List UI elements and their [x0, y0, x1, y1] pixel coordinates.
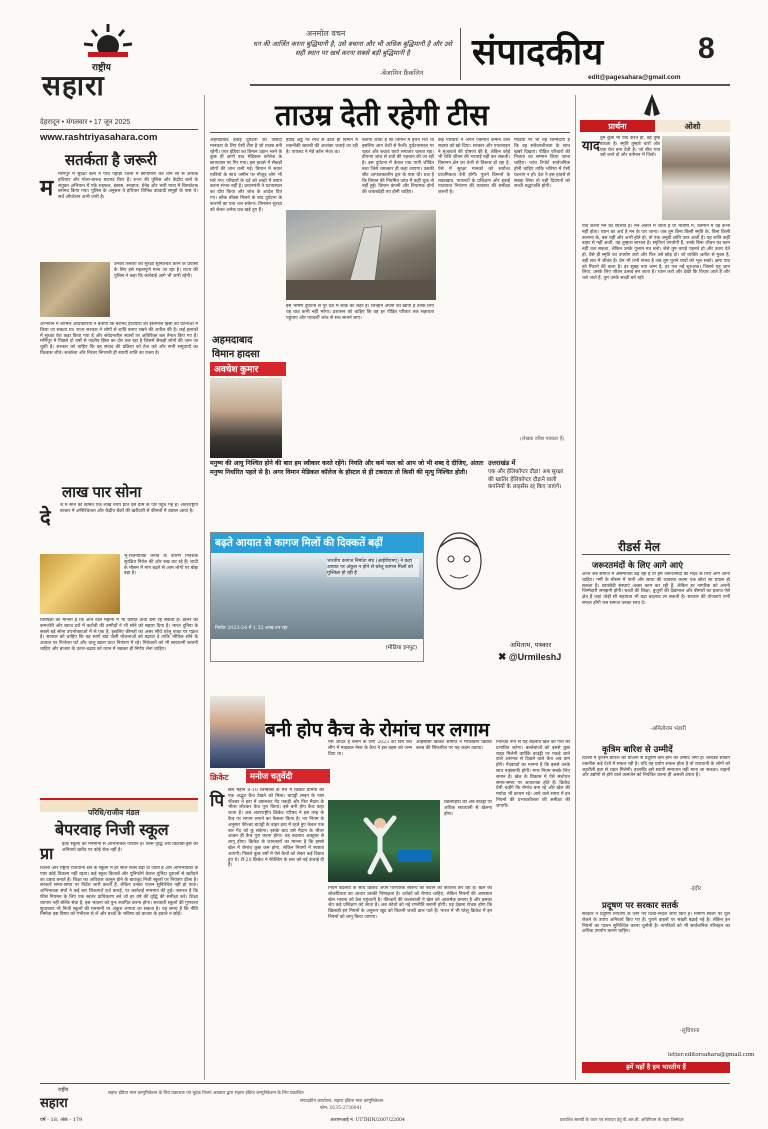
osho-photo	[662, 136, 730, 220]
column-divider	[204, 95, 205, 1080]
place-sublabel: विमान हादसा	[212, 349, 260, 360]
divider	[40, 129, 198, 130]
quote-label: अनमोल वचन	[306, 29, 346, 38]
article-body: अभियान में शामिल अधिकारियों ने बताया कि बरामद हथियारों का इस्तेमाल हिंसा की घटनाओं में किया जा सकता था। राज्य सरकार ने लोगों से शांति बनाए रखने की अपील की है। कई इलाकों में सुरक्षा घेरा कड़ा किया गया है और संवेदनशील स्थानों पर अतिरिक्त बल तैनात किए गए हैं। मणिपुर में पिछले दो वर्षों से जातीय हिंसा का दौर चल रहा है जिसमें सैकड़ों लोगों की जान जा चुकी है। सरकार को चाहिए कि वह संवाद की प्रक्रिया को तेज करे और सभी समुदायों का विश्वास जीते। सतर्कता और निरंतर निगरानी ही स्थायी शांति का रास्ता है।	[40, 322, 198, 356]
cricket-author-photo	[210, 696, 265, 768]
article-body: दिल्ली और राष्ट्रीय राजधानी क्षेत्र के स्कूलों में हर साल फीस बढ़ा दी जाती है और अभिभावकों के पास कोई विकल्प नहीं रहता। कई स्कूल किताबें और यूनिफॉर्म केवल चुनिंदा दुकानों से खरीदने का दबाव बनाते हैं। शिक्षा का अधिकार कानून होने के बावजूद निजी स्कूलों पर नियंत्रण ढीला है। सरकारें समय-समय पर निर्देश जारी करती हैं, लेकिन उनका पालन सुनिश्चित नहीं हो पाता। अभिभावक संघों ने कई बार शिकायतें दर्ज कराईं, पर कार्रवाई नाममात्र की हुई। जरूरत है कि फीस नियमन के लिए एक स्वतंत्र प्राधिकरण बने जो हर वर्ष की वृद्धि की समीक्षा करे। शिक्षा व्यापार नहीं बल्कि सेवा है, इस भावना को पुनः स्थापित करना होगा। सरकारी स्कूलों की गुणवत्ता सुधारकर भी निजी स्कूलों की मनमानी पर अंकुश लगाया जा सकता है। यह समय है कि नीति निर्माता इस विषय को गंभीरता से लें और बच्चों के भविष्य को बाजार के हवाले न छोड़ें।	[40, 866, 198, 918]
footer-line: संपादकीय कार्यालय: सहारा इंडिया मास कम्युनिकेशन	[300, 1099, 384, 1104]
cricket-section: क्रिकेट	[210, 772, 229, 782]
quote-author: -बेंजामिन फ्रैंकलिन	[380, 69, 424, 77]
masthead-underline	[250, 84, 730, 86]
brand-small: राष्ट्रीय	[92, 63, 111, 73]
osho-body-top: तुम कुछ भी याद करते हो, वह तुम्हें बांधता है। स्मृति तुम्हारे चारों ओर एक घेरा बना देती है। जो बीत गया उसे जाने दो और वर्तमान में जियो।	[600, 136, 660, 159]
letter-title: कृत्रिम बारिश से उम्मीदें	[602, 745, 673, 755]
prarthana-band	[580, 120, 730, 132]
main-story-lower: इस भीषण दुर्घटना से पूरे देश में शोक की लहर है। जिन्होंने अपनों को खोया है उनके लिए यह घाव कभी नहीं भरेगा। प्रशासन को चाहिए कि वह हर पीड़ित परिवार तक सहायता पहुंचाए और पारदर्शी जांच से सच सामने लाए।	[286, 304, 434, 321]
letter-title: जरूरतमंदों के लिए आगे आएं	[592, 561, 683, 571]
footer-brand: सहारा	[40, 1095, 68, 1110]
sun-emblem-icon	[78, 22, 138, 62]
yaad-title: याद	[582, 139, 600, 154]
fielder-catching-icon	[328, 800, 440, 882]
praying-hands-icon	[636, 92, 668, 118]
page-number: 8	[698, 32, 715, 65]
paper-credit: (मीडिया इनपुट)	[385, 645, 417, 651]
paper-mill-photo	[211, 553, 423, 639]
letter-body: दिल्ली में कृत्रिम बारिश की योजना से प्रदूषण कम होने की उम्मीद जगी है। क्लाउड सीडिंग तकनीक कई देशों में सफल रही है। यदि यह प्रयोग सफल होता है तो राजधानी के लोगों को जहरीली हवा से राहत मिलेगी। हालांकि इसे स्थायी समाधान नहीं माना जा सकता। वाहनों और उद्योगों से होने वाले उत्सर्जन को नियंत्रित करना ही असली उपाय है।	[582, 756, 730, 779]
osho-body: याद करना मन का स्वभाव है। मन अतीत में जीता है या भविष्य में, वर्तमान में वह कभी नहीं होता। ध्यान का अर्थ है मन के पार जाना। जब तुम बिना किसी स्मृति के, बिना किसी कल्पना के, बस यहीं और अभी होते हो, तो एक अनूठी शांति उतर आती है। यह शांति कहीं बाहर से नहीं आती, यह तुम्हारा स्वभाव है। स्मृतियां उपयोगी हैं, उनके बिना जीवन का काम नहीं चल सकता, लेकिन उनके गुलाम मत बनो। जैसे तुम कपड़े पहनते हो और उतार देते हो, वैसे ही स्मृति का उपयोग करो और फिर उसे छोड़ दो। जो व्यक्ति अतीत से मुक्त है, वही सच में जीवंत है। प्रेम भी तभी संभव है जब तुम पुराने घावों को भूल सको। क्षमा याद को मिटाने की कला है। हर सुबह नया जन्म है, हर पल नई शुरुआत। जिसने यह जान लिया, उसके लिए जीवन उत्सव बन जाता है। ध्यान करो और देखो कि विचार आते हैं और चले जाते हैं, तुम उनके साक्षी बने रहो।	[582, 224, 730, 282]
footer-rni: आरएनआई नं. UTTHIN/2007/22004	[330, 1118, 405, 1123]
daily-quote: धन की आर्जित करना बुद्धिमानी है, उसे बचाना और भी अधिक बुद्धिमानी है और उसे सही स्थान पर खर्च करना सबसे बड़ी बुद्धिमानी है	[253, 40, 452, 57]
footer-disclaimer: प्रकाशित सामग्री के चयन एवं संपादन हेतु पी.आर.बी. अधिनियम के तहत जिम्मेदार	[560, 1117, 684, 1122]
article-title-schools: बेपरवाह निजी स्कूल	[55, 822, 169, 839]
cricket-byline: मनोज चतुर्वेदी	[246, 769, 330, 783]
footer-line: फोन: 0135-2730041	[320, 1106, 363, 1111]
crash-site-photo	[286, 210, 436, 300]
aircraft-tail-icon	[286, 210, 436, 300]
main-story-col4: कई परिवारों ने अपने एकमात्र कमाने वाले सदस्य को खो दिया। सरकार और एयरलाइन ने मुआवजे की घोषणा की है, लेकिन कोई भी राशि जीवन की भरपाई नहीं कर सकती। विमानन क्षेत्र का तेजी से विस्तार हो रहा है, ऐसे में सुरक्षा मानकों को सर्वोच्च प्राथमिकता देनी होगी। पुराने विमानों के रखरखाव, पायलटों के प्रशिक्षण और हवाई यातायात नियंत्रण की व्यवस्था की समीक्षा जरूरी है।	[438, 138, 510, 196]
website-link[interactable]: www.rashtriyasahara.com	[40, 132, 158, 143]
main-headline: ताउम्र देती रहेगी टीस	[275, 100, 489, 132]
dateline-city: देहरादून	[40, 119, 60, 126]
article-photo-gold	[40, 554, 120, 614]
paper-story-box	[210, 532, 424, 662]
x-logo-icon: ✖	[498, 652, 507, 663]
cricket-body-col5: नियम बदलाव के साथ क्रिकेट अपने पारंपरिक स्वरूप को बचाने की कोशिश कर रहा है। खेल की लोकप्रियता का आधार उसकी निष्पक्षता है। दर्शकों को रोमांच चाहिए, लेकिन नियमों की अस्पष्टता खेल भावना को ठेस पहुंचाती है। फील्डरों की कलाबाजी ने खेल को आकर्षक बनाया है और इसका श्रेय कड़े प्रशिक्षण को जाता है। अब कोचों को नई रणनीति बनानी होगी। यह देखना रोचक होगा कि खिलाड़ी इन नियमों के अनुरूप खुद को कितनी जल्दी ढाल पाते हैं। भारत में भी घरेलू क्रिकेट में इन नियमों को लागू किया जाएगा।	[328, 886, 492, 920]
cartoon-dialogue: एक और हेलिकॉप्टर दौड़ा! अब सुरक्षा की खातिर हेलिकॉप्टर दौड़ाने वाली कंपनियों के लाइसेंस रद्द किए जाएंगे।	[488, 469, 564, 491]
edit-email[interactable]: edit@pagesahara@gmail.com	[588, 74, 681, 81]
divider	[210, 132, 570, 133]
footer-logo	[40, 1087, 100, 1117]
dropcap: म	[40, 175, 54, 201]
column-divider	[575, 95, 576, 1080]
dropcap: पि	[210, 791, 225, 811]
main-story-col3: बताया जाता है कि विमान में ईंधन भरा था इसलिए आग तेजी से फैली। दुर्घटनास्थल पर राहत और बचाव कार्य लगातार चलता रहा। डीएनए जांच से शवों की पहचान की जा रही है। इस दुर्घटना में केवल एक यात्री जीवित बचा जिसे चमत्कार ही कहा जाएगा। उसकी सीट आपातकालीन द्वार के पास थी। प्रश्न है कि विमान की नियमित जांच में कहीं चूक तो नहीं हुई। विमान कंपनी और नियामक दोनों की जवाबदेही तय होनी चाहिए।	[362, 138, 434, 196]
article-body: इवेट स्कूलों की मनमानी से अभिभावक परेशान हैं। फीस वृद्धि और किताबों-ड्रेस की अनिवार्य खरीद पर कोई रोक नहीं है।	[62, 842, 198, 853]
paper-headline: बढ़ते आयात से कागज मिलों की दिक्कतें बढ़ीं	[211, 533, 423, 553]
main-story-col2: हवाई अड्डे पर रनवे से उठते ही विमान में तकनीकी खराबी की आशंका जताई जा रही है। पायलट ने मेडे कॉल भेजा था।	[286, 138, 358, 155]
cricket-headline: बनी होप कैच के रोमांच पर लगाम	[265, 720, 490, 741]
section-title: संपादकीय	[472, 31, 604, 72]
letter-title: प्रदूषण पर सरकार सतर्क	[602, 901, 679, 911]
footer-issue: वर्ष - 18, अंक - 179	[40, 1117, 83, 1123]
cricket-body-col1: छले महीने 8-10 जिम्बाब्वे के मैच में क्रिकेट प्रेमियों को एक अद्भुत कैच देखने को मिला। बाउंड्री लाइन के पास फील्डर ने हवा में उछलकर गेंद पकड़ी और फिर मैदान के भीतर लौटकर कैच पूरा किया। इसे बनी होप कैच कहा जाता है। अब अंतरराष्ट्रीय क्रिकेट परिषद ने इस तरह के कैच पर लगाम लगाने का फैसला किया है। नए नियम के अनुसार फील्डर बाउंड्री के बाहर हवा में रहते हुए केवल एक बार गेंद को छू सकेगा। इसके बाद उसे मैदान के भीतर आकर ही कैच पूरा करना होगा। यह बदलाव अक्टूबर से लागू होगा। क्रिकेट के जानकारों का मानना है कि इससे खेल में रोमांच कुछ कम होगा, लेकिन नियमों में स्पष्टता आएगी। पिछले कुछ वर्षों में ऐसे कैचों को लेकर कई विवाद हुए थे। टी-20 क्रिकेट ने फील्डिंग के स्तर को नई ऊंचाई दी है।	[228, 788, 324, 869]
cricket-body-col6: निश्चित रूप से यह बदलाव खेल की गति को प्रभावित करेगा। बल्लेबाजों को इससे कुछ राहत मिलेगी क्योंकि बाउंड्री पर पकड़े जाने वाले असंभव से दिखने वाले कैच अब कम होंगे। गेंदबाजों का मानना है कि इससे उनके साथ नाइंसाफी होगी। मगर नियम सबके लिए समान हैं। खेल के विकास में ऐसे संशोधन समय-समय पर आवश्यक होते हैं। क्रिकेट प्रेमी चाहेंगे कि रोमांच बना रहे और खेल की मर्यादा भी कायम रहे। आने वाले समय में इन नियमों की प्रभावशीलता की समीक्षा की जाएगी।	[496, 740, 570, 809]
article-photo-weapons	[40, 262, 110, 317]
dateline-day: मंगलवार	[66, 119, 88, 126]
author-photo	[210, 378, 282, 458]
cartoon-panel	[488, 458, 570, 604]
article-body: भू-राजनीतिक तनाव के कारण निवेशक सुरक्षित निवेश की ओर रुख कर रहे हैं। शादी के मौसम में मांग बढ़ने से आम लोगों पर बोझ बढ़ा है।	[124, 554, 198, 577]
cricket-body-col2: ऐसे आदत है बनाने के लिए 2023 की बिग बैश लीग में माइकल नेसर के कैच ने इस बहस को जन्म दिया था।	[328, 740, 412, 757]
cartoon-location: उत्तराखंड में	[488, 459, 516, 467]
cricket-body-col4: खिलाड़ियों को अब बाउंड्री पर अधिक सावधानी से खेलना होगा।	[444, 800, 492, 817]
parishisht-label-text: परिधि/राजीव मंडल	[88, 808, 140, 817]
letter-body: सरकार ने प्रदूषण नियंत्रण के लिए नए दिशा-निर्देश जारी किए हैं। निर्माण स्थलों पर धूल रोकने के उपाय अनिवार्य किए गए हैं। पुराने वाहनों पर सख्ती बढ़ाई गई है। लेकिन इन नियमों का पालन सुनिश्चित करना चुनौती है। नागरिकों को भी सार्वजनिक परिवहन का अधिक उपयोग करना चाहिए।	[582, 912, 730, 935]
right-footer-banner: हमें यहाँ है हम भारतीय हैं	[582, 1062, 730, 1073]
letter-author: -अमितोराम भंडारी	[650, 726, 686, 732]
author-byline: अवधेश कुमार	[210, 362, 286, 376]
footer-line: सहारा इंडिया मास कम्युनिकेशन के लिए प्रकाशक एवं मुद्रक विजय अग्रवाल द्वारा सहारा इंडिया कम्युनिकेशन के लिए प्रकाशित	[108, 1091, 304, 1096]
dropcap: दे	[40, 505, 51, 529]
cartoon-handle[interactable]	[498, 652, 561, 663]
dropcap: प्रा	[40, 844, 54, 863]
letter-author: -इंदौर	[690, 886, 702, 892]
article-body: विशेषज्ञों का मानना है कि आने वाले महीनों में भी कीमतें ऊंची बनी रह सकती हैं। डॉलर की कमजोरी और ब्याज दरों में कटौती की उम्मीदों ने भी सोने को सहारा दिया है। भारत दुनिया के सबसे बड़े सोना उपभोक्ताओं में से एक है, इसलिए कीमतों का असर सीधे घरेलू बजट पर पड़ता है। सरकार को चाहिए कि वह स्वर्ण बांड जैसी योजनाओं को बढ़ावा दे ताकि भौतिक सोने के आयात पर निर्भरता घटे और चालू खाता घाटा नियंत्रण में रहे। निवेशकों को भी सावधानी बरतनी चाहिए और बाजार के उतार-चढ़ाव को ध्यान में रखकर ही निर्णय लेना चाहिए।	[40, 618, 198, 652]
readers-mail-label: रीडर्स मेल	[618, 540, 661, 554]
article-body: उनकी तलाशी की सुरक्षा सुनिश्चित करने के प्रयासों के लिए इसे महत्वपूर्ण माना जा रहा है। राज्य की पुलिस ने कहा कि कार्रवाई आगे भी जारी रहेगी।	[114, 262, 198, 279]
brand-name: सहारा	[42, 70, 105, 101]
paper-caption: भारतीय कागज निर्माता संघ (आईपीएमए) ने कहा आयात पर अंकुश न होने से घरेलू कागज मिलों को मुश्किल हो रही है	[327, 559, 419, 577]
sahara-logo	[42, 22, 172, 102]
letters-email[interactable]: letter.editorsahara@gmail.com	[668, 1052, 755, 1058]
cricket-photo	[328, 800, 440, 882]
main-story-col1: अहमदाबाद हवाई दुर्घटना की त्रासदी मानवता के लिए ऐसी टीस है जो ताउम्र बनी रहेगी। एयर इंडिया का विमान उड़ान भरने के कुछ ही क्षणों बाद मेडिकल कॉलेज के छात्रावास पर गिर गया। इस हादसे में सैकड़ों लोगों की जान चली गई। विमान में सवार यात्रियों के साथ जमीन पर मौजूद लोग भी मारे गए। परिवारों के दर्द को शब्दों में बयान करना संभव नहीं है। प्रधानमंत्री ने घटनास्थल का दौरा किया और जांच के आदेश दिए गए। ब्लैक बॉक्स मिलने के बाद दुर्घटना के कारणों का पता चल सकेगा। विमानन सुरक्षा को लेकर अनेक प्रश्न खड़े हुए हैं।	[210, 138, 282, 213]
footer-rule	[40, 1083, 730, 1084]
paper-caption-2: निर्यात 2023-24 में 1.52 लाख टन रहा	[215, 626, 288, 631]
article-title-gold: लाख पार सोना	[62, 484, 142, 501]
dateline-date: 17 जून	[93, 119, 113, 126]
parishisht-label	[40, 798, 198, 817]
divider	[460, 28, 461, 80]
cricket-body-col3: आईसीसी क्रिकेट समिति ने मैरीलेबोन क्रिकेट क्लब की सिफारिश पर यह कदम उठाया।	[416, 740, 492, 751]
dateline-year: 2025	[114, 119, 131, 126]
footer-brand-small: राष्ट्रीय	[58, 1087, 69, 1093]
pull-quote: मनुष्य की आयु निश्चित होने की बात हम स्वीकार करते रहेंगे। नियति और कर्म फल को आप जो भी शब्द दे दीजिए, अंततः मनुष्य निर्धारित पहले से है। अगर विमान मेडिकल कॉलेज के हॉस्टल से ही टकराता तो किसी की मृत्यु निश्चित होती।	[210, 460, 484, 476]
article-title-alert: सतर्कता है जरूरी	[65, 152, 157, 169]
article-body: श में सोने की कीमत एक लाख रुपये प्रति दस ग्राम के पार पहुंच गई है। अंतरराष्ट्रीय बाजार में अनिश्चितता और केंद्रीय बैंकों की खरीदारी से कीमतों में उछाल आया है।	[60, 503, 198, 514]
dateline: देहरादून • मंगलवार • 17 जून 2025	[40, 119, 131, 126]
prarthana-label: प्रार्थना	[580, 120, 655, 132]
caricature-illustration	[426, 525, 492, 601]
letter-author: -लुधियाना	[680, 1028, 700, 1034]
place-label: अहमदाबाद	[212, 335, 253, 346]
handle-text: @UrmileshJ	[508, 652, 562, 662]
readers-mail-header	[582, 536, 730, 552]
letter-body: आज जब समाज में असमानता बढ़ रही है तो हमें जरूरतमंदों की मदद के लिए आगे आना चाहिए। गर्मी के मौसम में पानी और छाया की व्यवस्था करना एक छोटा सा प्रयास हो सकता है। स्वयंसेवी संस्थाएं अच्छा काम कर रही हैं, लेकिन हर नागरिक को अपनी जिम्मेदारी समझनी होगी। बच्चों की शिक्षा, बुजुर्गों की देखभाल और बीमारों का इलाज ऐसे क्षेत्र हैं जहां थोड़ी सी सहायता भी बड़ा बदलाव ला सकती है। सरकार की योजनाएं तभी सफल होंगी जब समाज उनका साथ दे।	[582, 572, 730, 606]
cartoon-author: अमिताभ, पत्रकार	[510, 641, 552, 649]
main-story-col5: मीडिया पर भी यह जिम्मेदारी है कि वह संवेदनशीलता के साथ खबरें दिखाए। पीड़ित परिवारों की निजता का सम्मान किया जाना चाहिए। जांच रिपोर्ट सार्वजनिक होनी चाहिए ताकि भविष्य में ऐसी घटनाएं न हों। देश ने इस हादसे से सबक लिया तो यही दिवंगतों को सच्ची श्रद्धांजलि होगी।	[514, 138, 570, 190]
author-note: (लेखक वरिष्ठ पत्रकार हैं)	[520, 436, 565, 442]
article-body: मणिपुर में सुरक्षा बलों ने पांच पहाड़ी जिलों में छापामारी कर तीन सौ से अधिक हथियार और गोला-बारूद बरामद किए हैं। राज्य की पुलिस और केंद्रीय बलों के संयुक्त अभियान में एके राइफल, इंसास, स्नाइपर, ग्रेनेड और भारी मात्रा में विस्फोटक बरामद किया गया। पुलिस के अनुसार ये हथियार विभिन्न उग्रवादी समूहों के पास थे। सर्च ऑपरेशन अभी जारी है।	[58, 172, 198, 201]
osho-label: ओशो	[655, 120, 730, 132]
divider	[582, 554, 730, 555]
